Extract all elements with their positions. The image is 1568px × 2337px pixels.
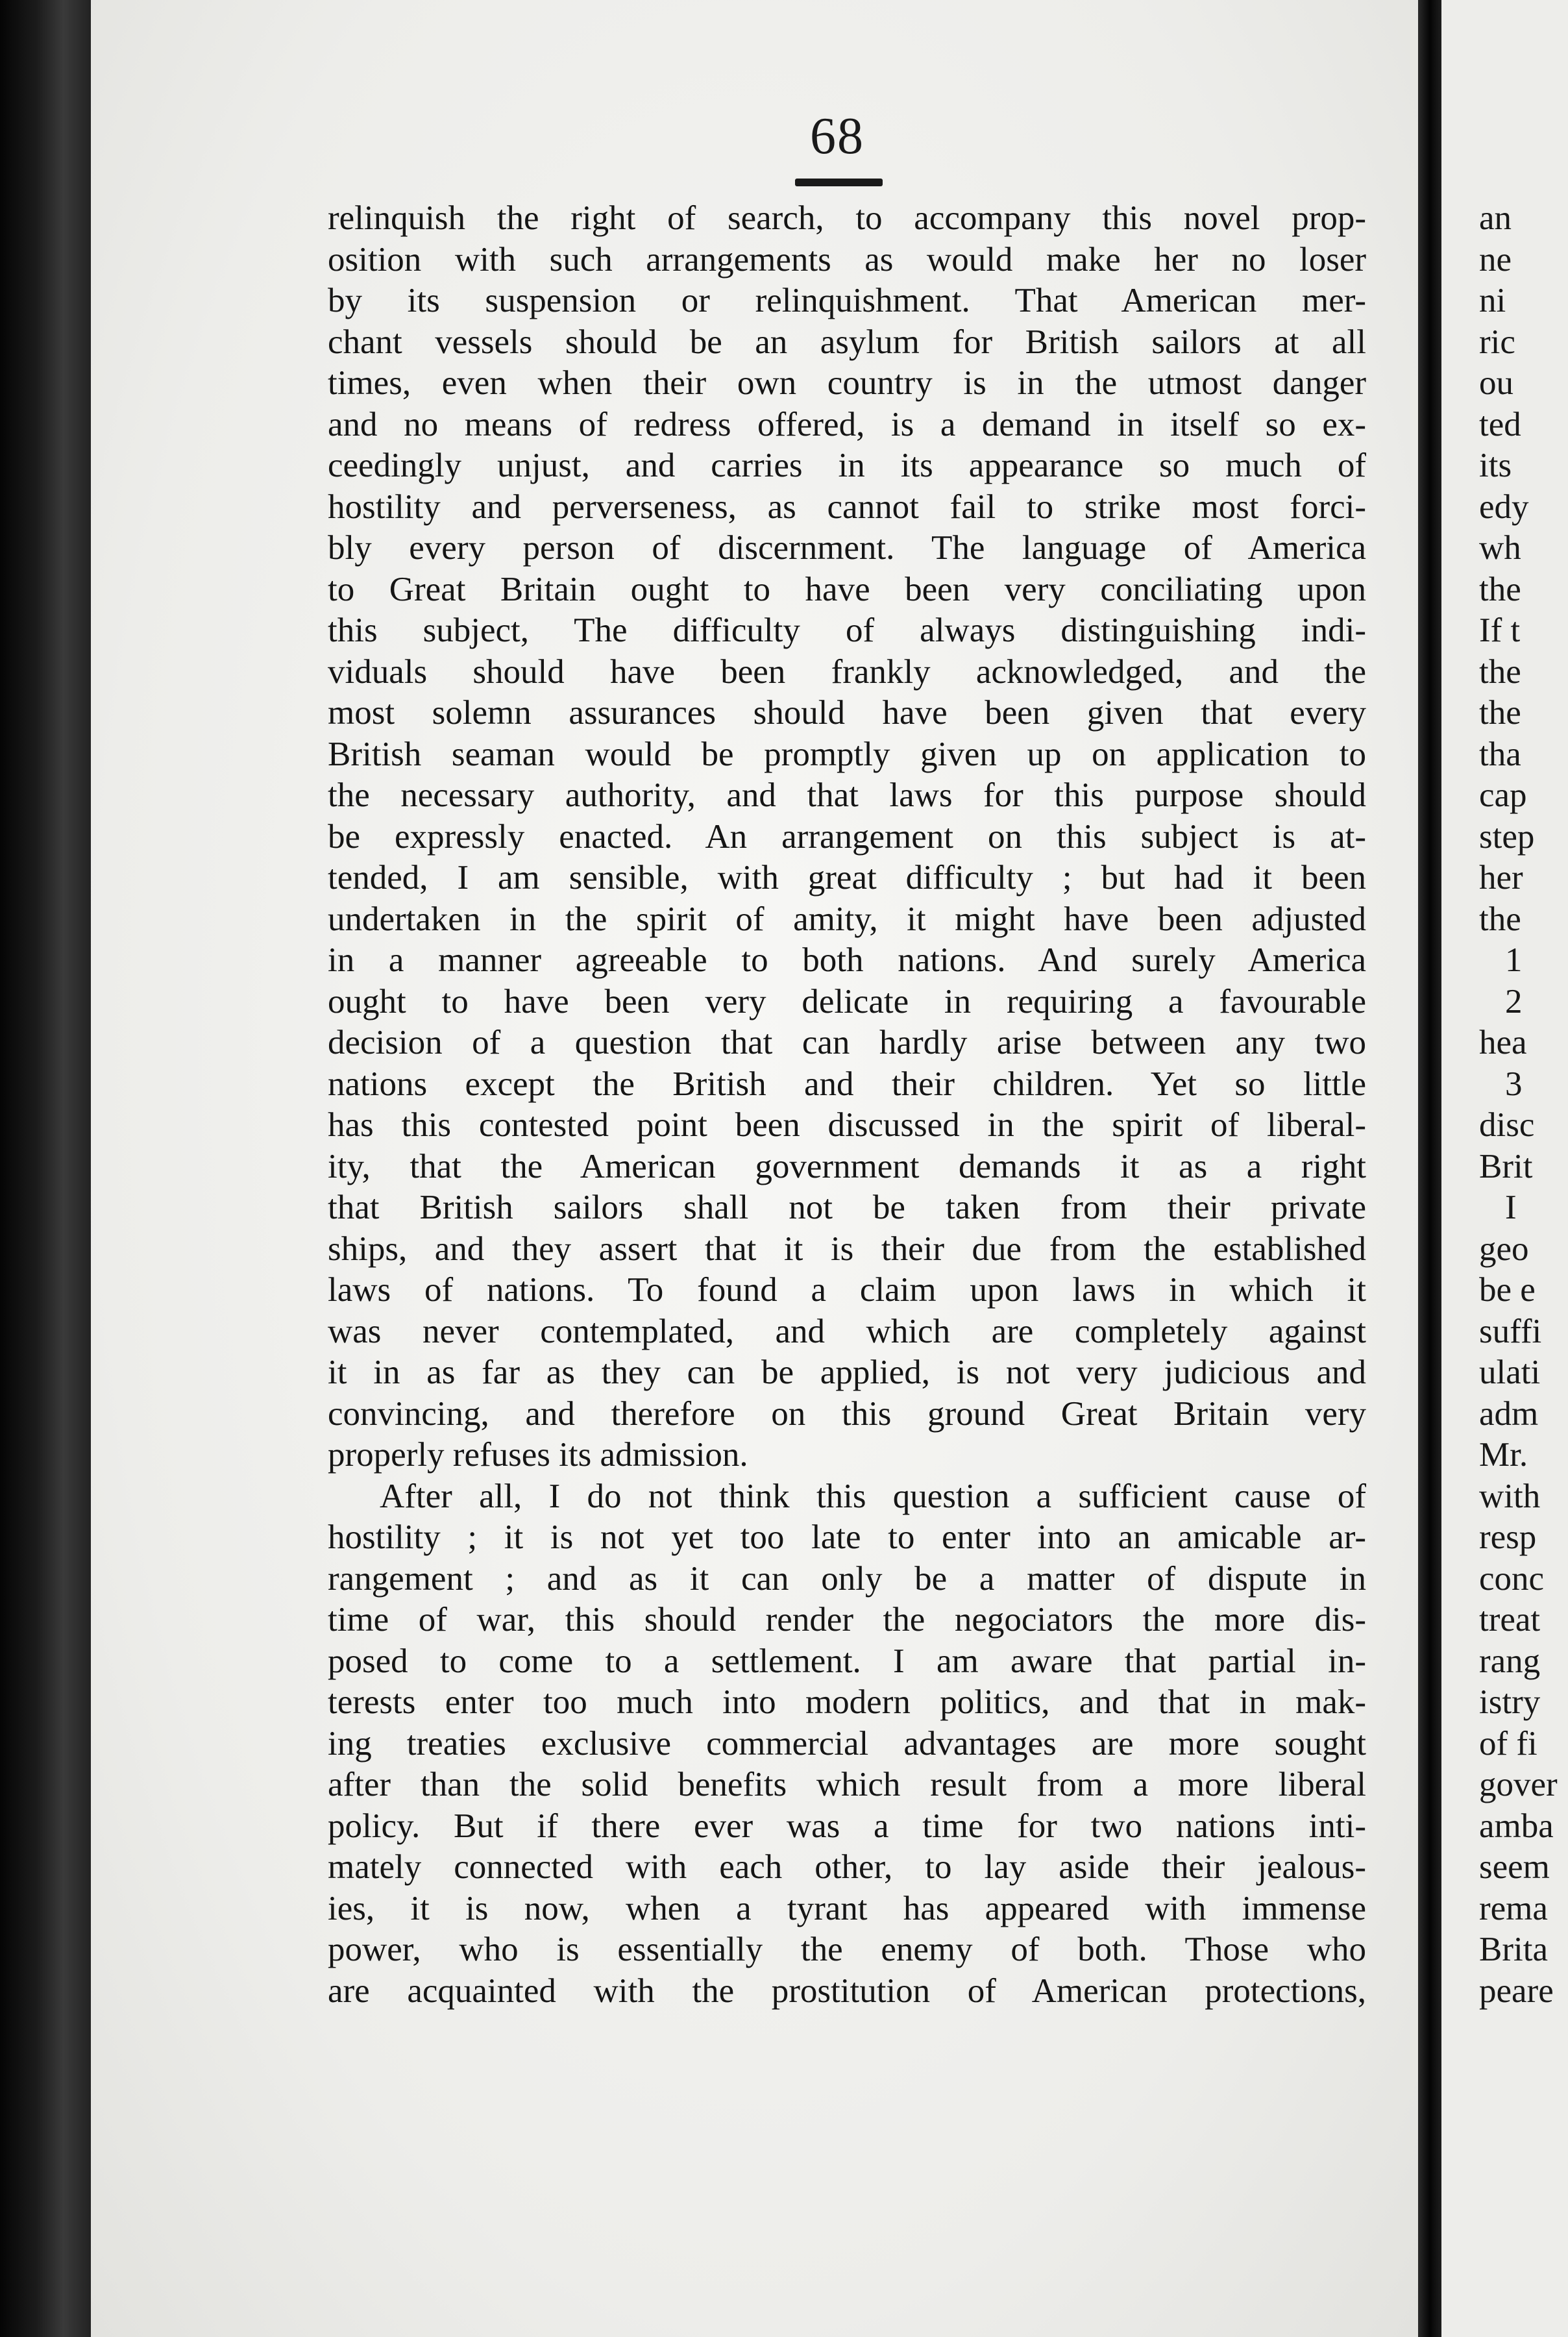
text-line: rangement ; and as it can only be a matter of dispute in	[328, 1559, 1366, 1598]
text-line: times, even when their own country is in the utmost danger	[328, 364, 1366, 402]
text-line: that British sailors shall not be taken from their private	[328, 1189, 1366, 1226]
text-line: nations except the British and their children. Yet so little	[328, 1065, 1366, 1103]
text-line: convincing, and therefore on this ground Great Britain very	[328, 1394, 1366, 1433]
text-line: hostility ; it is not yet too late to enter into an amicable ar-	[328, 1518, 1366, 1556]
text-line: hostility and perverseness, as cannot fail to strike most forci-	[328, 488, 1366, 526]
text-line: are acquainted with the prostitution of American protections,	[328, 1972, 1366, 2010]
facing-text-fragment: step	[1479, 817, 1535, 856]
facing-text-fragment: rang	[1479, 1642, 1541, 1680]
text-line: viduals should have been frankly acknowledged, and the	[328, 652, 1366, 691]
facing-text-fragment: the	[1479, 900, 1521, 938]
facing-text-fragment: ulati	[1479, 1354, 1541, 1391]
facing-text-fragment: Brita	[1479, 1931, 1548, 1968]
facing-text-fragment: with	[1479, 1477, 1541, 1515]
facing-text-fragment: suffi	[1479, 1312, 1542, 1350]
book-binding-edge	[0, 0, 91, 2337]
facing-text-fragment: amba	[1479, 1807, 1554, 1845]
facing-text-fragment: resp	[1479, 1518, 1537, 1556]
text-line: was never contemplated, and which are completely against	[328, 1312, 1366, 1350]
facing-text-fragment: adm	[1479, 1394, 1539, 1433]
facing-text-fragment: the	[1479, 694, 1521, 732]
facing-text-fragment: the	[1479, 570, 1521, 608]
text-line: ing treaties exclusive commercial advantages are more sought	[328, 1724, 1366, 1762]
facing-text-fragment: ne	[1479, 240, 1512, 278]
text-line: ies, it is now, when a tyrant has appeared with immense	[328, 1889, 1366, 1927]
text-line: this subject, The difficulty of always distinguishing indi-	[328, 612, 1366, 649]
text-line: ity, that the American government demands it as a right	[328, 1147, 1366, 1185]
text-line: decision of a question that can hardly arise between any two	[328, 1024, 1366, 1061]
text-line: be expressly enacted. An arrangement on this subject is at-	[328, 817, 1366, 856]
facing-text-fragment: hea	[1479, 1024, 1527, 1061]
facing-text-fragment: her	[1479, 859, 1523, 896]
facing-text-fragment: of fi	[1479, 1724, 1537, 1762]
facing-text-fragment: disc	[1479, 1106, 1535, 1144]
text-line: posed to come to a settlement. I am aware that partial in-	[328, 1642, 1366, 1680]
text-line: it in as far as they can be applied, is not very judicious and	[328, 1354, 1366, 1391]
text-line: to Great Britain ought to have been very conciliating upon	[328, 570, 1366, 608]
facing-text-fragment: 3	[1505, 1065, 1523, 1103]
facing-text-fragment: rema	[1479, 1889, 1548, 1927]
text-line: by its suspension or relinquishment. That American mer-	[328, 282, 1366, 319]
page-number: 68	[810, 108, 864, 165]
text-line: ceedingly unjust, and carries in its appearance so much of	[328, 447, 1366, 484]
facing-text-fragment: ted	[1479, 405, 1521, 443]
facing-text-fragment: seem	[1479, 1848, 1550, 1886]
facing-text-fragment: ou	[1479, 364, 1513, 402]
text-line: osition with such arrangements as would make her no loser	[328, 240, 1366, 278]
page-number-rule	[795, 179, 883, 186]
text-line: British seaman would be promptly given up on application to	[328, 735, 1366, 773]
text-line: has this contested point been discussed in the spirit of liberal-	[328, 1106, 1366, 1144]
facing-text-fragment: be e	[1479, 1271, 1536, 1309]
facing-text-fragment: tha	[1479, 735, 1521, 773]
facing-text-fragment: an	[1479, 199, 1512, 237]
facing-text-fragment: ric	[1479, 323, 1515, 361]
text-line: the necessary authority, and that laws for this purpose should	[328, 776, 1366, 814]
facing-text-fragment: conc	[1479, 1559, 1545, 1598]
text-line: terests enter too much into modern politics, and that in mak-	[328, 1683, 1366, 1721]
facing-text-fragment: the	[1479, 652, 1521, 691]
facing-page-text	[1479, 198, 1568, 2012]
facing-text-fragment: peare	[1479, 1972, 1554, 2010]
facing-text-fragment: I	[1505, 1189, 1517, 1226]
text-line: policy. But if there ever was a time for two nations inti-	[328, 1807, 1366, 1845]
facing-page	[1441, 0, 1568, 2337]
text-line: in a manner agreeable to both nations. And surely America	[328, 941, 1366, 979]
text-line: power, who is essentially the enemy of both. Those who	[328, 1931, 1366, 1968]
body-text	[328, 198, 1366, 2012]
text-line: mately connected with each other, to lay aside their jealous-	[328, 1848, 1366, 1886]
facing-text-fragment: Brit	[1479, 1147, 1533, 1185]
text-line: ships, and they assert that it is their due from the established	[328, 1230, 1366, 1268]
facing-text-fragment: edy	[1479, 488, 1529, 526]
facing-text-fragment: 2	[1505, 982, 1523, 1020]
facing-text-fragment: geo	[1479, 1230, 1529, 1268]
facing-text-fragment: gover	[1479, 1766, 1558, 1803]
facing-text-fragment: 1	[1505, 941, 1523, 979]
facing-text-fragment: cap	[1479, 776, 1527, 814]
facing-text-fragment: its	[1479, 447, 1512, 484]
text-line: properly refuses its admission.	[328, 1436, 748, 1474]
facing-text-fragment: wh	[1479, 529, 1521, 567]
text-line: tended, I am sensible, with great difficulty ; but had it been	[328, 859, 1366, 896]
text-line: undertaken in the spirit of amity, it might have been adjusted	[328, 900, 1366, 938]
page-gutter	[1418, 0, 1441, 2337]
text-line: chant vessels should be an asylum for British sailors at all	[328, 323, 1366, 361]
text-line: bly every person of discernment. The language of America	[328, 529, 1366, 567]
facing-text-fragment: ni	[1479, 282, 1506, 319]
text-line: time of war, this should render the negociators the more dis-	[328, 1601, 1366, 1638]
text-line: most solemn assurances should have been given that every	[328, 694, 1366, 732]
text-line: and no means of redress offered, is a demand in itself so ex-	[328, 405, 1366, 443]
facing-text-fragment: Mr.	[1479, 1436, 1528, 1474]
text-line: after than the solid benefits which result from a more liberal	[328, 1766, 1366, 1803]
facing-text-fragment: If t	[1479, 612, 1521, 649]
text-line: laws of nations. To found a claim upon laws in which it	[328, 1271, 1366, 1309]
facing-text-fragment: treat	[1479, 1601, 1541, 1638]
text-line: ought to have been very delicate in requiring a favourable	[328, 982, 1366, 1020]
facing-text-fragment: istry	[1479, 1683, 1541, 1721]
text-line: After all, I do not think this question a sufficient cause of	[380, 1477, 1366, 1515]
text-line: relinquish the right of search, to accompany this novel prop-	[328, 199, 1366, 237]
